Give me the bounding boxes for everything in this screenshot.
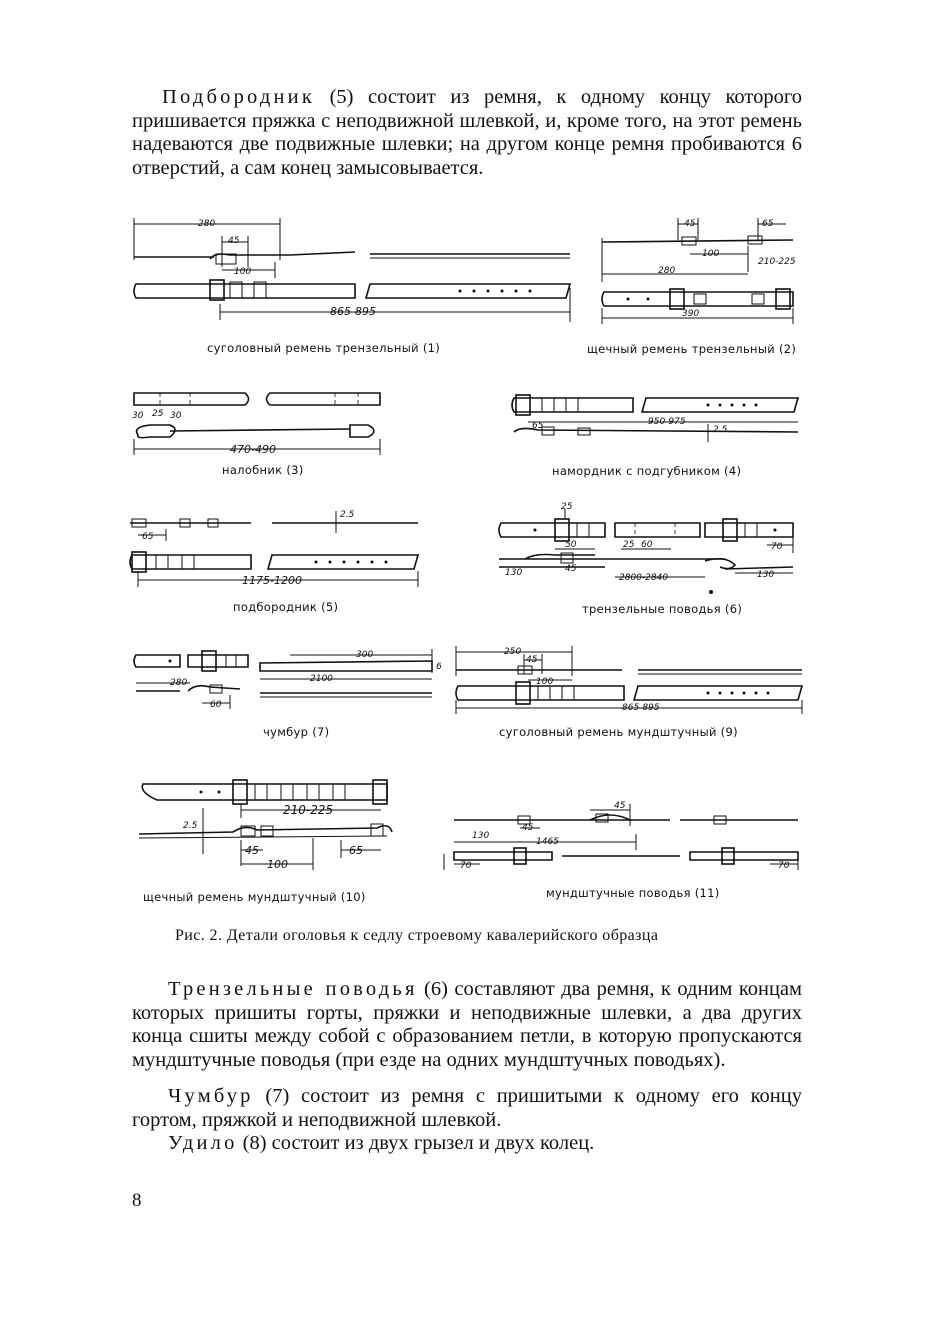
dim-label: 210-225 <box>758 257 796 267</box>
dim-label: 210-225 <box>283 803 334 817</box>
dim-label: 2.5 <box>340 510 355 520</box>
dim-label: 25 <box>623 540 635 550</box>
dim-label: 865-895 <box>330 305 376 318</box>
dim-label: 70 <box>771 542 783 552</box>
dim-label: 390 <box>682 309 700 319</box>
term-spaced: Чумбур <box>168 1085 254 1107</box>
term-spaced: Удило <box>168 1132 238 1154</box>
dim-label: 45 <box>684 219 696 229</box>
caption-part-10: щечный ремень мундштучный (10) <box>143 890 366 904</box>
dim-label: 2100 <box>310 674 333 684</box>
drawing-part-10 <box>137 778 397 878</box>
dim-label: 65 <box>532 421 544 431</box>
dim-label: 70 <box>460 861 472 871</box>
caption-part-9: суголовный ремень мундштучный (9) <box>499 725 738 739</box>
dim-label: 45 <box>614 801 626 811</box>
dim-label: 65 <box>762 219 774 229</box>
dim-label: 100 <box>234 267 252 277</box>
paragraph-text: (5) состоит из ремня, к одному концу которого пришивается пряжка с неподвижной шлевкой, и, кроме того, на этот ремень надеваются две подвижные шлевки; на другом конце ремня пробиваются 6 отверстий, а сам конец замысовывается. <box>132 86 802 179</box>
dim-label: 1175-1200 <box>242 574 302 587</box>
dim-label: 130 <box>505 568 523 578</box>
paragraph-text: (6) составляют два ремня, к одним концам которых пришиты горты, пряжки и неподвижные шлевки, а два других конца сшиты между собой с образованием петли, в которую пропускаются мундштучные поводья (при езде на одних мундштучных поводьях). <box>132 978 803 1071</box>
dim-label: 950-975 <box>648 417 686 427</box>
drawing-part-9 <box>452 642 807 717</box>
dim-label: 2.5 <box>183 821 198 831</box>
term-spaced: Подбородник <box>162 86 316 108</box>
dim-label: 70 <box>778 861 790 871</box>
drawing-part-6 <box>495 502 805 600</box>
dim-label: 65 <box>349 844 363 857</box>
caption-part-6: трензельные поводья (6) <box>582 602 743 616</box>
dim-label: 25 <box>561 502 573 512</box>
caption-part-11: мундштучные поводья (11) <box>546 886 720 900</box>
drawing-part-4 <box>508 388 803 448</box>
dim-label: 2800-2840 <box>619 573 669 583</box>
paragraph-text: (8) состоит из двух грызел и двух колец. <box>237 1132 595 1154</box>
paragraph-text: (7) состоит из ремня с пришитыми к одному его концу гортом, пряжкой и неподвижной шлевкой. <box>132 1085 802 1131</box>
dim-label: 280 <box>658 266 676 276</box>
drawing-part-5 <box>126 505 426 590</box>
dim-label: 60 <box>210 700 222 710</box>
dim-label: 280 <box>170 678 188 688</box>
paragraph-chin-strap <box>132 86 802 180</box>
term-spaced: Трензельные поводья <box>168 978 418 1000</box>
drawing-part-2 <box>598 212 803 327</box>
dim-label: 100 <box>536 677 554 687</box>
dim-label: 1465 <box>536 837 559 847</box>
dim-label: 6 <box>436 662 442 672</box>
paragraph-snaffle-reins <box>132 978 802 1072</box>
dim-label: 2.5 <box>713 425 728 435</box>
paragraph-lead-rope <box>132 1085 802 1132</box>
dim-label: 250 <box>504 647 522 657</box>
dim-label: 45 <box>526 655 538 665</box>
dim-label: 130 <box>472 831 490 841</box>
drawing-part-1 <box>130 212 580 347</box>
dim-label: 25 <box>152 409 164 419</box>
dim-label: 300 <box>356 650 374 660</box>
drawing-part-3 <box>130 385 385 460</box>
dim-label: 65 <box>142 532 154 542</box>
dim-label: 280 <box>198 219 216 229</box>
dim-label: 100 <box>702 249 720 259</box>
dim-label: 45 <box>245 844 259 857</box>
drawing-part-7 <box>130 645 445 715</box>
dim-label: 100 <box>267 858 288 871</box>
caption-part-1: суголовный ремень трензельный (1) <box>207 341 441 355</box>
dim-label: 470-490 <box>230 443 276 456</box>
caption-part-7: чумбур (7) <box>263 725 330 739</box>
dim-label: 865-895 <box>622 703 660 713</box>
caption-part-3: налобник (3) <box>222 463 304 477</box>
dim-label: 50 <box>565 540 577 550</box>
caption-part-2: щечный ремень трензельный (2) <box>587 342 797 356</box>
dim-label: 45 <box>228 236 240 246</box>
dim-label: 45 <box>565 564 577 574</box>
caption-part-5: подбородник (5) <box>233 600 339 614</box>
caption-part-4: намордник с подгубником (4) <box>552 464 742 478</box>
dim-label: 30 <box>170 411 182 421</box>
paragraph-bit <box>132 1132 802 1156</box>
figure-caption: Рис. 2. Детали оголовья к седлу строевому кавалерийского образца <box>175 927 659 944</box>
dim-label: 45 <box>522 823 534 833</box>
drawing-part-11 <box>440 798 805 878</box>
dim-label: 130 <box>757 570 775 580</box>
page-number: 8 <box>132 1190 142 1211</box>
dim-label: 60 <box>641 540 653 550</box>
dim-label: 30 <box>132 411 144 421</box>
